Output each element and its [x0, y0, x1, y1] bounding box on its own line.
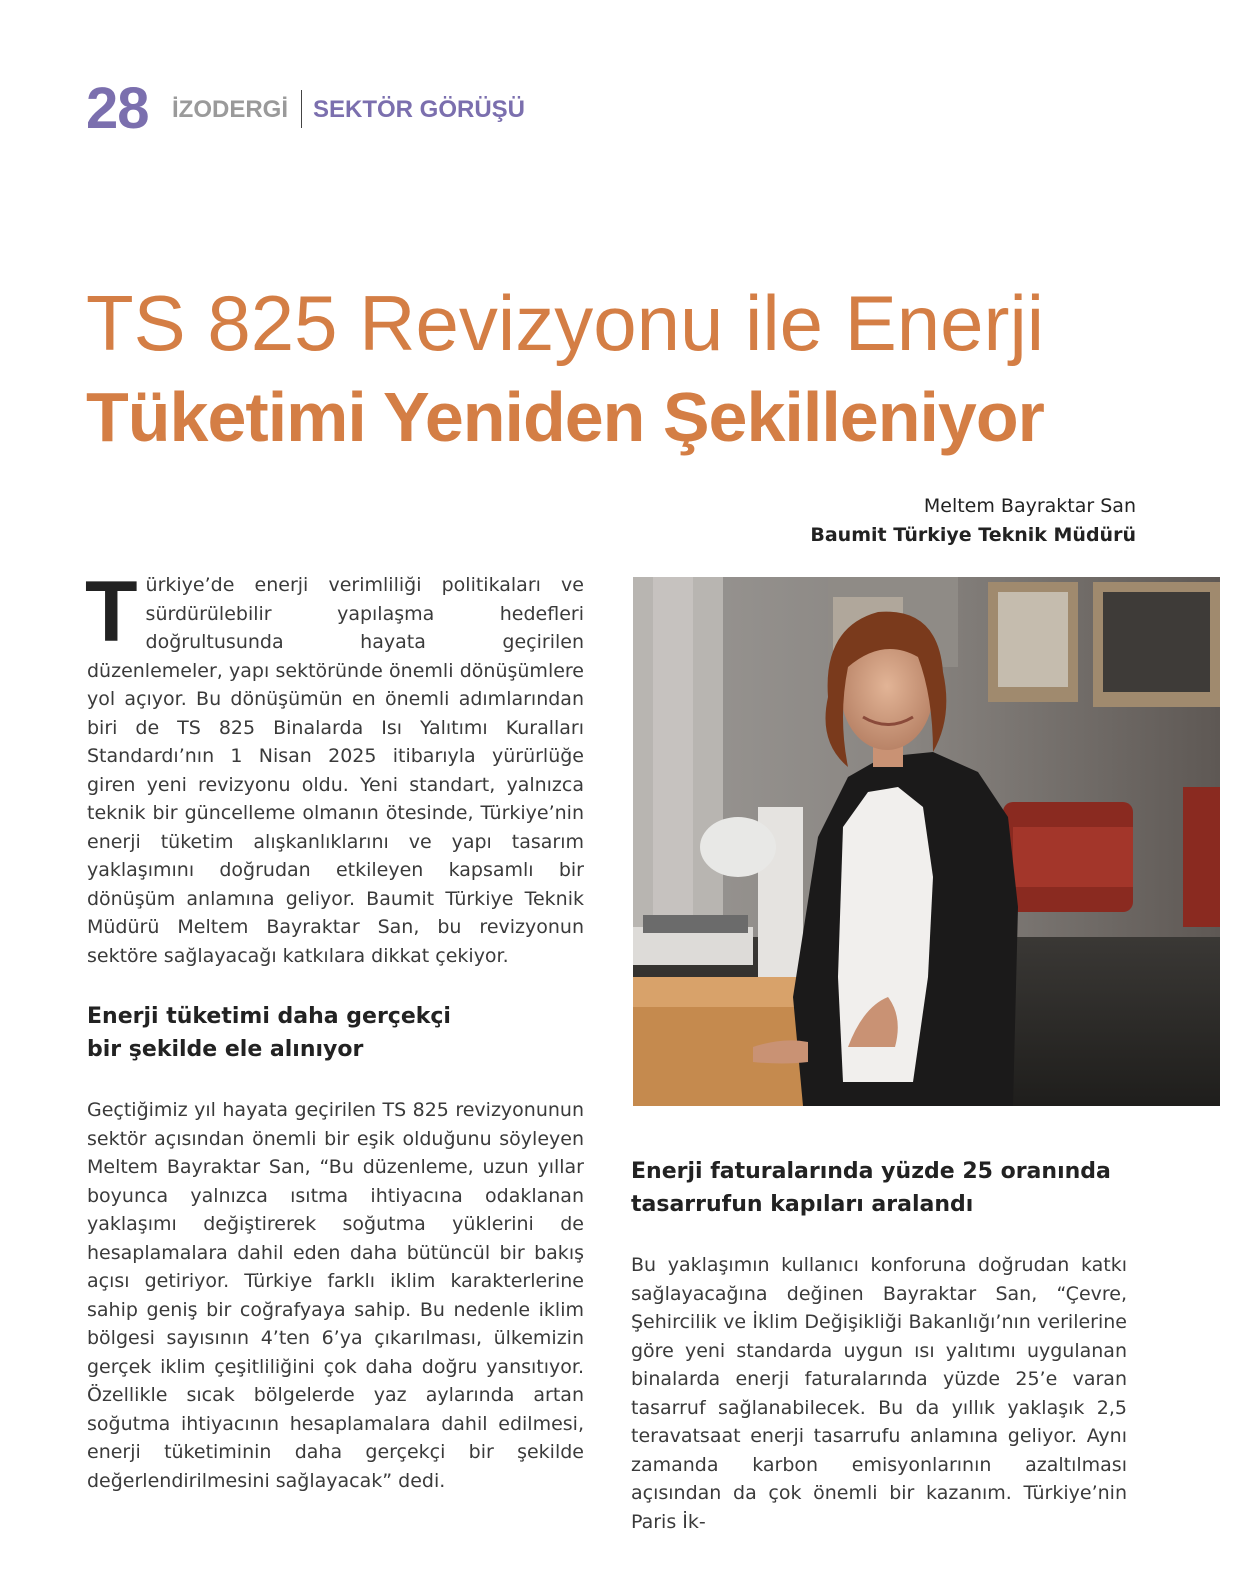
author-block	[810, 492, 1136, 550]
left-column	[85, 564, 584, 1495]
section-name: SEKTÖR GÖRÜŞÜ	[313, 96, 526, 123]
author-role: Baumit Türkiye Teknik Müdürü	[810, 524, 1136, 546]
subheading-2-line1: Enerji faturalarında yüzde 25 oranında	[631, 1159, 1111, 1184]
drop-cap: T	[85, 564, 138, 660]
article-title-line2: Tüketimi Yeniden Şekilleniyor	[86, 378, 1044, 456]
body-paragraph-2: Bu yaklaşımın kullanıcı konforuna doğrudan katkı sağlayacağına değinen Bayraktar San, “Çevre, Şehircilik ve İklim Değişikliği Bakanlığı’nın verilerine göre yeni standarda uygun ısı yalıtımı uygulanan binalarda enerji faturalarında yüzde 25’e varan tasarruf sağlanabilecek. Bu da yıllık yaklaşık 2,5 teravatsaat enerji tasarrufu anlamına geliyor. Aynı zamanda karbon emisyonlarının azaltılması açısından da çok önemli bir kazanım. Türkiye’nin Paris İk-	[631, 1254, 1127, 1533]
header-separator	[301, 90, 302, 128]
page-number: 28	[86, 76, 149, 141]
magazine-name: İZODERGİ	[172, 96, 289, 123]
body-paragraph-1: Geçtiğimiz yıl hayata geçirilen TS 825 revizyonunun sektör açısından önemli bir eşik olduğunu söyleyen Meltem Bayraktar San, “Bu düzenleme, uzun yıllar boyunca yalnızca ısıtma ihtiyacına odaklanan yaklaşımı değiştirerek soğutma yüklerini de hesaplamalara dahil eden daha bütüncül bir bakış açısı getiriyor. Türkiye farklı iklim karakterlerine sahip geniş bir coğrafyaya sahip. Bu nedenle iklim bölgesi sayısının 4’ten 6’ya çıkarılması, ülkemizin gerçek iklim çeşitliliğini çok daha doğru yansıtıyor. Özellikle sıcak bölgelerde yaz aylarında artan soğutma ihtiyacının hesaplamalara dahil edilmesi, enerji tüketiminin daha gerçekçi bir şekilde değerlendirilmesini sağlayacak” dedi.	[87, 1099, 584, 1492]
intro-paragraph	[85, 564, 584, 970]
subheading-1-line2: bir şekilde ele alınıyor	[87, 1037, 364, 1062]
subheading-2-line2: tasarrufun kapıları aralandı	[631, 1192, 974, 1217]
right-column	[631, 1155, 1127, 1536]
author-name: Meltem Bayraktar San	[923, 495, 1136, 517]
subheading-1-line1: Enerji tüketimi daha gerçekçi	[87, 1004, 451, 1029]
intro-text: ürkiye’de enerji verimliliği politikaları ve sürdürülebilir yapılaşma hedefleri doğrultusunda hayata geçirilen düzenlemeler, yapı sektöründe önemli dönüşümlere yol açıyor. Bu dönüşümün en önemli adımlarından biri de TS 825 Binalarda Isı Yalıtımı Kuralları Standardı’nın 1 Nisan 2025 itibarıyla yürürlüğe giren yeni revizyonu oldu. Yeni standart, yalnızca teknik bir güncelleme olmanın ötesinde, Türkiye’nin enerji tüketim alışkanlıklarını ve yapı tasarım yaklaşımını doğrudan etkileyen kapsamlı bir dönüşüm anlamına geliyor. Baumit Türkiye Teknik Müdürü Meltem Bayraktar San, bu revizyonun sektöre sağlayacağı katkılara dikkat çekiyor.	[87, 574, 584, 967]
portrait-photo	[633, 577, 1220, 1106]
subheading-1	[87, 1000, 584, 1066]
article-title-line1: TS 825 Revizyonu ile Enerji	[86, 279, 1045, 367]
subheading-2	[631, 1155, 1127, 1221]
